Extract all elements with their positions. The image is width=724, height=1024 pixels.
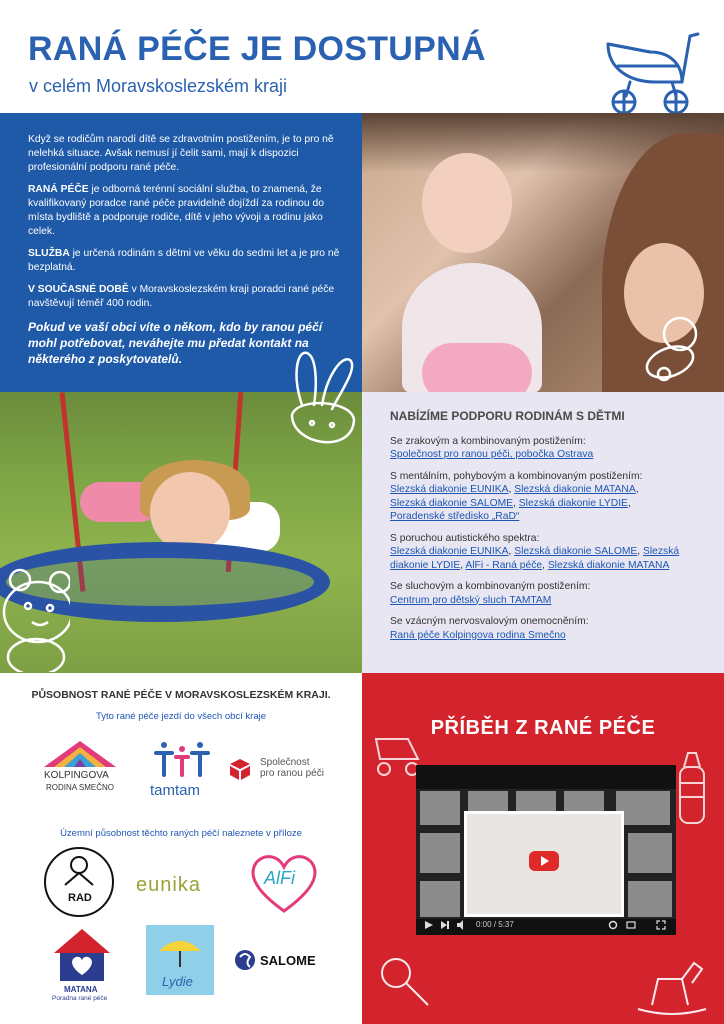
support-group-links: [390, 629, 704, 643]
spolecnost-logo: [228, 755, 348, 795]
matana-name: MATANA: [64, 985, 98, 994]
intro-paragraph-1: Když se rodičům narodí dítě se zdravotním postižením, je to pro ně nelehká situace. Avšak nemusí jí čelit sami, mají k dispozici profesionální podporu rané péče.: [28, 134, 334, 173]
link-lydie[interactable]: Slezská diakonie LYDIE: [390, 546, 680, 571]
link-tamtam[interactable]: Centrum pro dětský sluch TAMTAM: [390, 594, 552, 606]
link-rad[interactable]: Poradenské středisko „RaD“: [390, 511, 520, 522]
intro-callout: Pokud ve vaší obci víte o někom, kdo by ranou péčí mohl potřebovat, neváhejte mu předat kontakt na některého z poskytovatelů.: [28, 320, 323, 366]
support-group-visual: [390, 435, 704, 462]
rattle-doodle-icon: [376, 953, 436, 1013]
support-title: NABÍZÍME PODPORU RODINÁM S DĚTMI: [390, 409, 625, 423]
rad-name: RAD: [68, 892, 92, 904]
alfi-name: AlFi: [264, 868, 295, 888]
video-thumb-tile: [564, 791, 604, 811]
video-thumb-tile: [420, 791, 460, 825]
photo-baby-head: [422, 153, 512, 253]
video-thumb-tile: [468, 791, 508, 811]
link-salome[interactable]: Slezská diakonie SALOME: [514, 546, 638, 557]
support-group-autism: [390, 532, 704, 573]
lydie-logo: [146, 925, 214, 995]
tamtam-name: tamtam: [150, 782, 201, 799]
support-group-head: Se vzácným nervosvalovým onemocněním:: [390, 616, 589, 627]
pacifier-icon: [640, 312, 710, 392]
link-matana[interactable]: Slezská diakonie MATANA: [547, 559, 670, 571]
spolecnost-box-icon: [228, 757, 252, 781]
intro-strong-soucasna: V SOUČASNÉ DOBĚ: [28, 284, 129, 295]
bunny-icon: [272, 345, 362, 475]
spolecnost-name-line2: pro ranou péči: [260, 768, 324, 779]
link-lydie[interactable]: Slezská diakonie LYDIE: [518, 497, 628, 509]
kolping-logo: [40, 737, 120, 797]
volume-icon[interactable]: [456, 920, 466, 930]
kolping-name-line1: KOLPINGOVA: [44, 770, 109, 781]
support-group-links: Slezská diakonie EUNIKA, Slezská diakonie SALOME, Slezská diakonie LYDIE, AlFi - Raná péče, Slezská diakonie MATANA: [390, 546, 680, 571]
link-salome[interactable]: Slezská diakonie SALOME: [390, 497, 514, 509]
story-section: [362, 673, 724, 1024]
eunika-name: eunika: [136, 874, 201, 896]
fullscreen-icon[interactable]: [656, 920, 666, 930]
link-kolping[interactable]: Raná péče Kolpingova rodina Smečno: [390, 629, 566, 641]
rad-figure-icon: [59, 855, 99, 891]
link-alfi[interactable]: AlFi - Raná péče: [465, 559, 543, 571]
lydie-name: Lydie: [162, 974, 193, 989]
settings-icon[interactable]: [608, 920, 618, 930]
video-thumb-tile: [616, 791, 670, 825]
coverage-subtitle: Tyto rané péče jezdí do všech obcí kraje: [95, 711, 267, 722]
kolping-roof-icon: [40, 737, 120, 769]
play-icon: [541, 856, 549, 866]
video-thumb-tile: [628, 833, 672, 873]
intro-paragraph-3: [28, 247, 342, 275]
video-thumb-tile: [420, 881, 460, 917]
eunika-logo: [134, 869, 234, 899]
alfi-logo: [246, 851, 322, 915]
photo-girl-face: [150, 472, 230, 552]
salome-swirl-icon: [234, 949, 256, 971]
intro-text-3: je určená rodinám s dětmi ve věku do sedmi let a je pro ně bezplatná.: [28, 248, 340, 273]
link-eunika[interactable]: Slezská diakonie EUNIKA: [390, 484, 509, 495]
spolecnost-name-line1: Společnost: [260, 757, 310, 768]
intro-strong-rana-pece: RANÁ PÉČE: [28, 184, 89, 195]
tamtam-logo: [148, 739, 218, 803]
matana-house-icon: [52, 927, 112, 983]
support-group-rare: [390, 615, 704, 642]
video-thumb-tile: [420, 833, 460, 873]
intro-text-4: v Moravskoslezském kraji poradci rané péče navštěvují téměř 400 rodin.: [28, 284, 335, 309]
stroller-icon: [600, 24, 700, 116]
video-thumb-tile: [516, 791, 556, 811]
story-title: PŘÍBĚH Z RANÉ PÉČE: [430, 717, 656, 739]
page-subtitle: v celém Moravskoslezském kraji: [29, 76, 288, 96]
kolping-name-line2: RODINA SMEČNO: [46, 783, 115, 792]
coverage-subtitle-2: Územní působnost těchto raných péčí naleznete v příloze: [60, 828, 302, 839]
photo-baby-pants: [422, 343, 532, 392]
support-group-head: S poruchou autistického spektra:: [390, 532, 540, 544]
support-group-links: Slezská diakonie EUNIKA, Slezská diakonie MATANA, Slezská diakonie SALOME, Slezská diakonie LYDIE, Poradenské středisko „RaD“: [390, 484, 639, 522]
link-eunika[interactable]: Slezská diakonie EUNIKA: [390, 546, 509, 557]
theater-icon[interactable]: [626, 920, 636, 930]
support-group-links: [390, 594, 704, 608]
intro-paragraph-4: [28, 283, 342, 311]
rad-logo: [44, 847, 114, 917]
intro-paragraph-2: [28, 183, 342, 239]
support-group-mental: [390, 470, 704, 524]
video-time: 0:00 / 5:37: [476, 920, 514, 929]
teddy-bear-icon: [0, 562, 70, 672]
rocking-horse-doodle-icon: [632, 949, 712, 1019]
video-controls: [416, 915, 676, 935]
intro-text-2: je odborná terénní sociální služba, to znamená, že kvalifikovaný poradce rané péče pravidelně dojíždí za rodinou do místa bydliště a podporuje rodiče, dítě v jeho vývoji a rodinu jako celek.: [28, 184, 324, 237]
link-matana[interactable]: Slezská diakonie MATANA: [514, 484, 636, 495]
page-title: RANÁ PÉČE JE DOSTUPNÁ: [28, 30, 486, 68]
support-panel: [362, 392, 724, 673]
matana-logo: [52, 927, 112, 1005]
matana-subtitle: Poradna rané péče: [52, 995, 108, 1002]
salome-name: SALOME: [260, 953, 316, 968]
tamtam-figures-icon: [152, 739, 212, 779]
header: [0, 0, 724, 113]
support-group-links: [390, 448, 704, 462]
lydie-umbrella-icon: [155, 931, 205, 971]
intro-strong-sluzba: SLUŽBA: [28, 248, 70, 259]
play-control-icon[interactable]: [424, 920, 434, 930]
video-thumb-tile: [628, 881, 672, 917]
link-spolecnost-ostrava[interactable]: Společnost pro ranou péči, pobočka Ostrava: [390, 449, 594, 460]
coverage-title: PŮSOBNOST RANÉ PÉČE V MORAVSKOSLEZSKÉM KRAJI.: [31, 689, 331, 701]
video-player[interactable]: [416, 765, 676, 935]
support-group-hearing: [390, 580, 704, 607]
salome-logo: [234, 949, 334, 979]
support-group-head: Se zrakovým a kombinovaným postižením:: [390, 435, 586, 447]
coverage-section: [0, 673, 362, 1024]
support-group-head: Se sluchovým a kombinovaným postižením:: [390, 581, 591, 592]
next-icon[interactable]: [440, 920, 450, 930]
support-group-head: S mentálním, pohybovým a kombinovaným postižením:: [390, 470, 643, 482]
